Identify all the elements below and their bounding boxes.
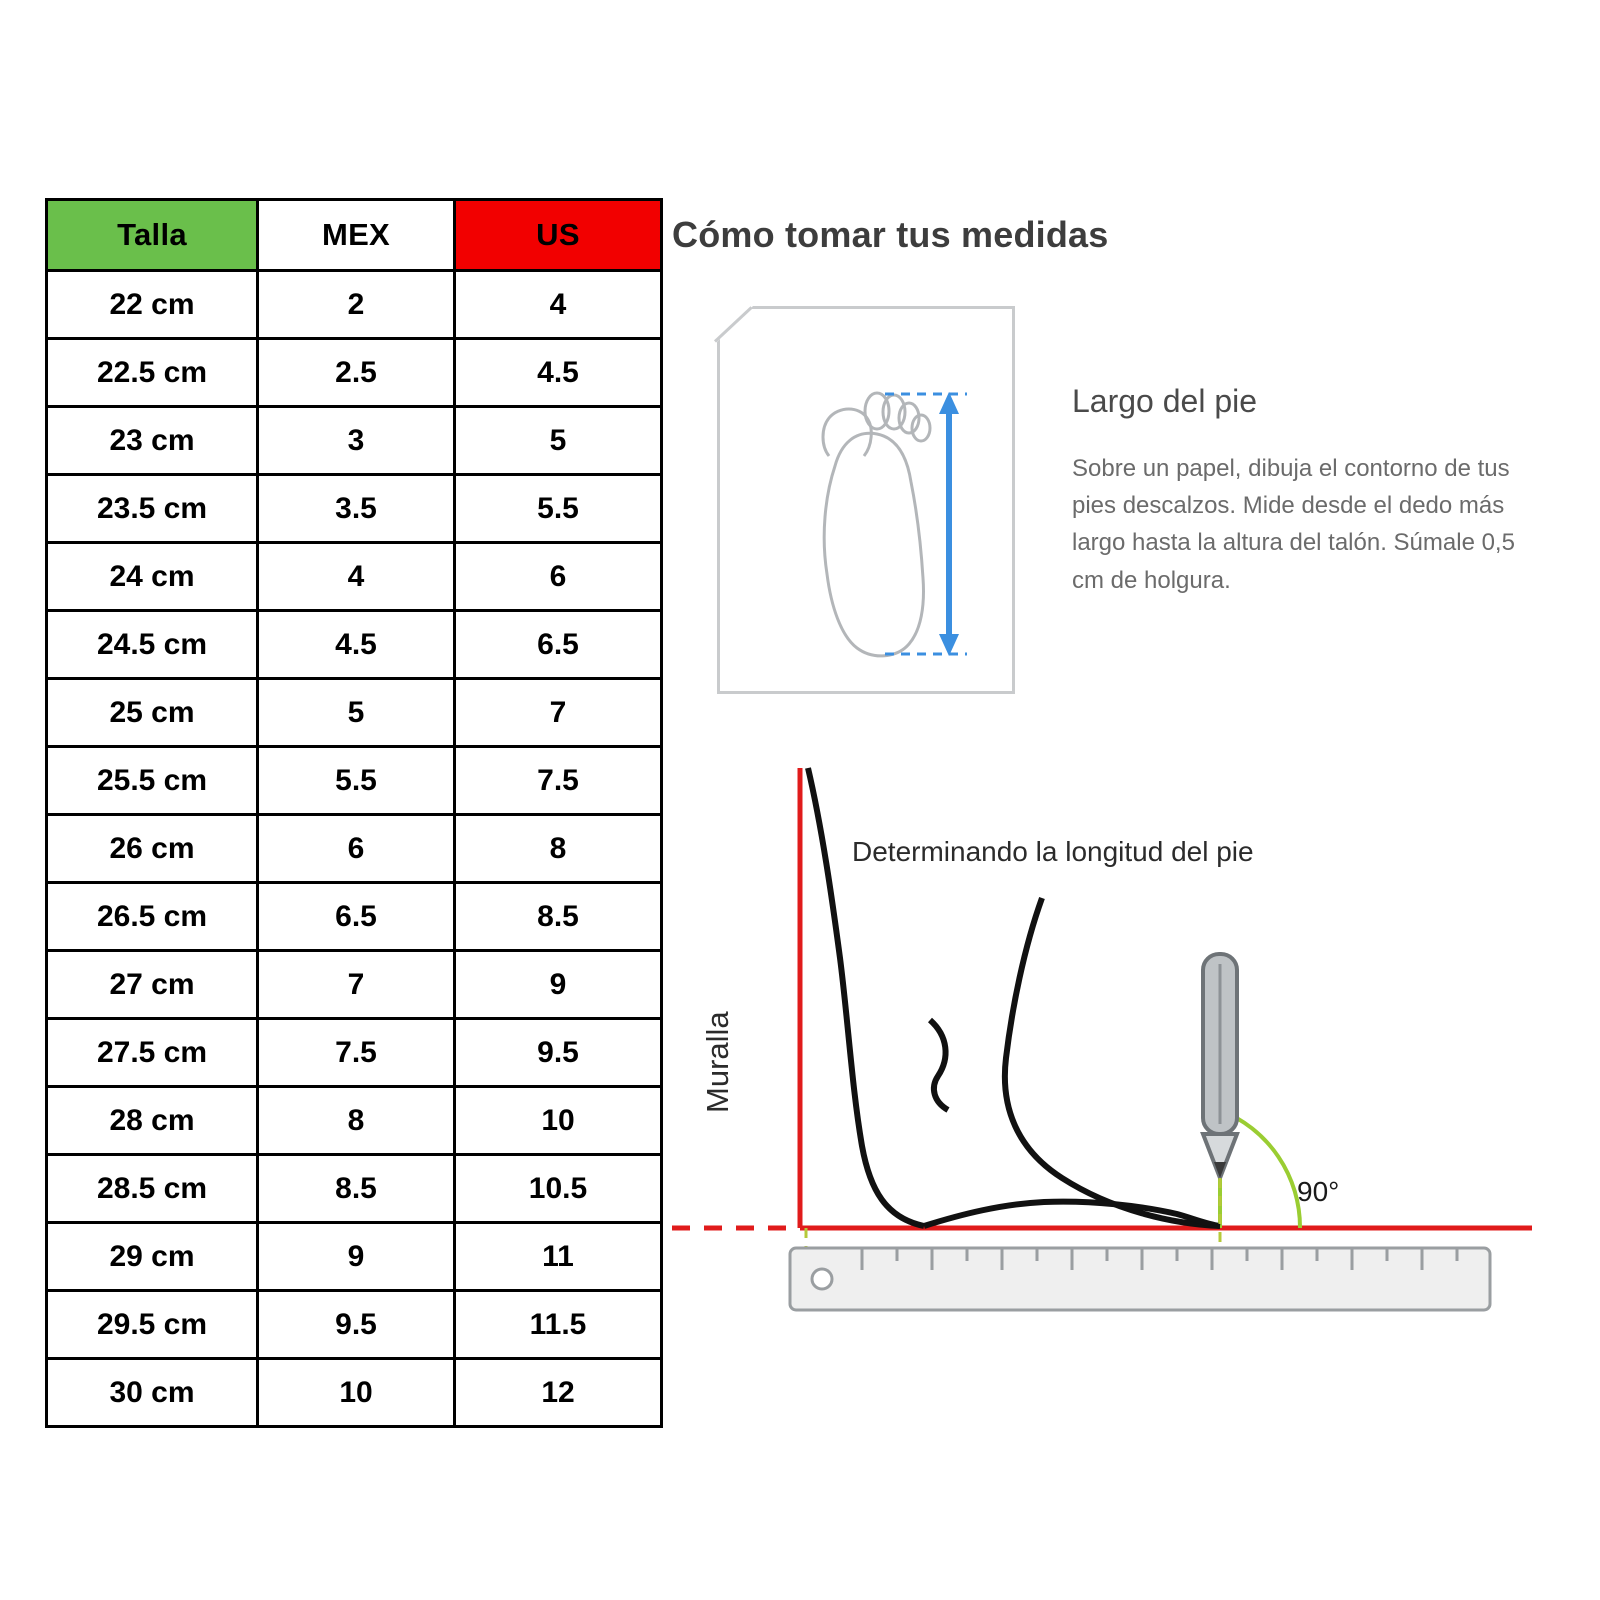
cell-us: 4.5 [455, 339, 662, 407]
cell-mex: 8 [258, 1087, 455, 1155]
page-title: Cómo tomar tus medidas [672, 214, 1109, 255]
table-row [47, 1291, 662, 1359]
foot-outline-svg [717, 306, 1015, 694]
ankle-detail [930, 1020, 948, 1110]
cell-us: 12 [455, 1359, 662, 1427]
table-row [47, 815, 662, 883]
foot-length-text-block [1072, 383, 1542, 599]
cell-us: 8 [455, 815, 662, 883]
cell-talla: 28.5 cm [47, 1155, 258, 1223]
cell-us: 6 [455, 543, 662, 611]
cell-mex: 9 [258, 1223, 455, 1291]
cell-us: 10.5 [455, 1155, 662, 1223]
cell-mex: 5 [258, 679, 455, 747]
cell-us: 11.5 [455, 1291, 662, 1359]
table-row [47, 1019, 662, 1087]
cell-mex: 7 [258, 951, 455, 1019]
foot-measuring-diagram [672, 758, 1552, 1338]
cell-talla: 23 cm [47, 407, 258, 475]
cell-talla: 27.5 cm [47, 1019, 258, 1087]
measurement-arrow [939, 392, 959, 656]
cell-us: 8.5 [455, 883, 662, 951]
cell-talla: 30 cm [47, 1359, 258, 1427]
table-row [47, 1155, 662, 1223]
cell-talla: 27 cm [47, 951, 258, 1019]
cell-us: 7 [455, 679, 662, 747]
cell-mex: 6.5 [258, 883, 455, 951]
cell-talla: 26 cm [47, 815, 258, 883]
table-row [47, 1087, 662, 1155]
cell-mex: 7.5 [258, 1019, 455, 1087]
cell-us: 10 [455, 1087, 662, 1155]
cell-us: 9 [455, 951, 662, 1019]
cell-mex: 4.5 [258, 611, 455, 679]
leg-front-outline [1005, 898, 1220, 1226]
cell-mex: 3.5 [258, 475, 455, 543]
table-row [47, 475, 662, 543]
table-row [47, 339, 662, 407]
table-header-row [47, 200, 662, 271]
cell-talla: 23.5 cm [47, 475, 258, 543]
cell-us: 5.5 [455, 475, 662, 543]
ruler [790, 1248, 1490, 1310]
table-head [47, 200, 662, 271]
cell-talla: 22.5 cm [47, 339, 258, 407]
section-title-largo-del-pie: Largo del pie [1072, 383, 1258, 419]
cell-us: 6.5 [455, 611, 662, 679]
table-row [47, 271, 662, 339]
cell-mex: 2 [258, 271, 455, 339]
cell-talla: 26.5 cm [47, 883, 258, 951]
size-chart-table-container [45, 198, 645, 1428]
cell-talla: 24.5 cm [47, 611, 258, 679]
label-determinando: Determinando la longitud del pie [852, 836, 1254, 867]
cell-mex: 4 [258, 543, 455, 611]
cell-talla: 29.5 cm [47, 1291, 258, 1359]
table-row [47, 679, 662, 747]
cell-us: 5 [455, 407, 662, 475]
cell-us: 11 [455, 1223, 662, 1291]
cell-talla: 22 cm [47, 271, 258, 339]
size-chart-table [45, 198, 663, 1428]
cell-mex: 3 [258, 407, 455, 475]
cell-talla: 29 cm [47, 1223, 258, 1291]
ruler-body [790, 1248, 1490, 1310]
leg-back-outline [808, 768, 924, 1226]
cell-talla: 25.5 cm [47, 747, 258, 815]
label-angle-90: 90° [1297, 1176, 1340, 1207]
pencil-icon [1203, 954, 1237, 1178]
cell-mex: 10 [258, 1359, 455, 1427]
cell-mex: 6 [258, 815, 455, 883]
table-row [47, 611, 662, 679]
cell-mex: 5.5 [258, 747, 455, 815]
table-row [47, 1223, 662, 1291]
table-row [47, 543, 662, 611]
table-row [47, 747, 662, 815]
cell-mex: 2.5 [258, 339, 455, 407]
table-row [47, 1359, 662, 1427]
instructions-panel [672, 198, 1552, 1207]
table-row [47, 407, 662, 475]
measuring-diagram-svg [672, 758, 1552, 1338]
foot-outline-illustration [717, 306, 1017, 696]
cell-mex: 9.5 [258, 1291, 455, 1359]
column-header-us: US [455, 200, 662, 271]
sole-outline [824, 433, 923, 656]
table-row [47, 883, 662, 951]
cell-us: 4 [455, 271, 662, 339]
table-body [47, 271, 662, 1427]
cell-us: 9.5 [455, 1019, 662, 1087]
column-header-talla: Talla [47, 200, 258, 271]
ruler-hole [812, 1269, 832, 1289]
cell-talla: 28 cm [47, 1087, 258, 1155]
label-muralla: Muralla [700, 1011, 735, 1113]
column-header-mex: MEX [258, 200, 455, 271]
section-text-largo-del-pie: Sobre un papel, dibuja el contorno de tus pies descalzos. Mide desde el dedo más largo hasta la altura del talón. Súmale 0,5 cm de holgura. [1072, 455, 1515, 594]
cell-mex: 8.5 [258, 1155, 455, 1223]
cell-talla: 25 cm [47, 679, 258, 747]
table-row [47, 951, 662, 1019]
cell-us: 7.5 [455, 747, 662, 815]
toe-3 [883, 395, 905, 429]
cell-talla: 24 cm [47, 543, 258, 611]
